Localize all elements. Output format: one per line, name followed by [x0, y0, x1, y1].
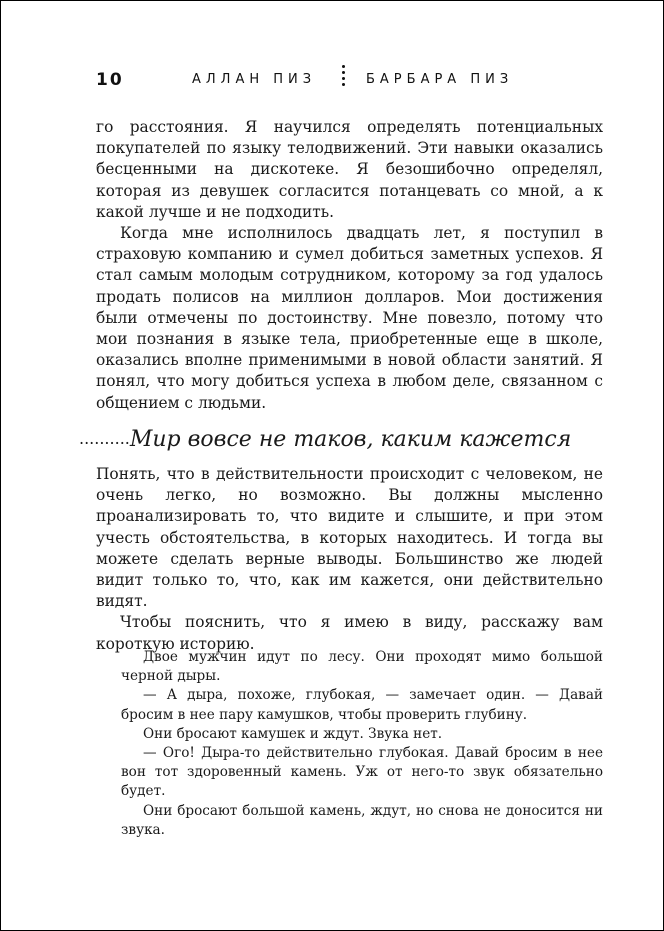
heading-dots: .......... [79, 429, 130, 448]
paragraph: Чтобы пояснить, что я имею в виду, расскажу вам короткую историю. [96, 613, 603, 653]
story-paragraph: — Ого! Дыра-то действительно глубокая. Давай бросим в нее вон тот здоровенный камень. Уж от него-то звук обязательно будет. [121, 745, 603, 800]
author-left: АЛЛАН ПИЗ [192, 72, 317, 87]
paragraph: го расстояния. Я научился определять потенциальных покупателей по языку телодвижений. Эти навыки оказались бесценными на дискотеке. Я безошибочно определял, которая из девушек согласится потанцевать со мной, а к какой лучше и не подходить. [96, 118, 603, 221]
paragraph: Когда мне исполнилось двадцать лет, я поступил в страховую компанию и сумел добиться заметных успехов. Я стал самым молодым сотрудником, которому за год удалось продать полисов на миллион долларов. Мои достижения были отмечены по достоинству. Мне повезло, потому что мои познания в языке тела, приобретенные еще в школе, оказались вполне применимыми в новой области занятий. Я понял, что могу добиться успеха в любом деле, связанном с общением с людьми. [96, 224, 603, 412]
text-block-intro [96, 117, 603, 414]
author-right: БАРБАРА ПИЗ [366, 72, 514, 87]
section-title: Мир вовсе не таков, каким кажется [129, 427, 572, 452]
story-paragraph: — А дыра, похоже, глубокая, — замечает один. — Давай бросим в нее пару камушков, чтобы проверить глубину. [121, 687, 603, 723]
story-paragraph: Они бросают большой камень, ждут, но снова не доносится ни звука. [121, 802, 603, 838]
paragraph: Понять, что в действительности происходит с человеком, не очень легко, но возможно. Вы должны мысленно проанализировать то, что видите и слышите, и при этом учесть обстоятельства, в которых находитесь. И тогда вы можете сделать верные выводы. Большинство же людей видит только то, что, как им кажется, они действительно видят. [96, 465, 603, 611]
running-head [96, 67, 603, 91]
section-heading [79, 427, 619, 452]
dotted-separator-icon [342, 65, 346, 93]
story-block [121, 648, 603, 840]
text-block-main [96, 464, 603, 655]
story-paragraph: Они бросают камушек и ждут. Звука нет. [143, 725, 443, 742]
story-paragraph: Двое мужчин идут по лесу. Они проходят мимо большой черной дыры. [121, 649, 603, 685]
page-number: 10 [96, 70, 124, 90]
